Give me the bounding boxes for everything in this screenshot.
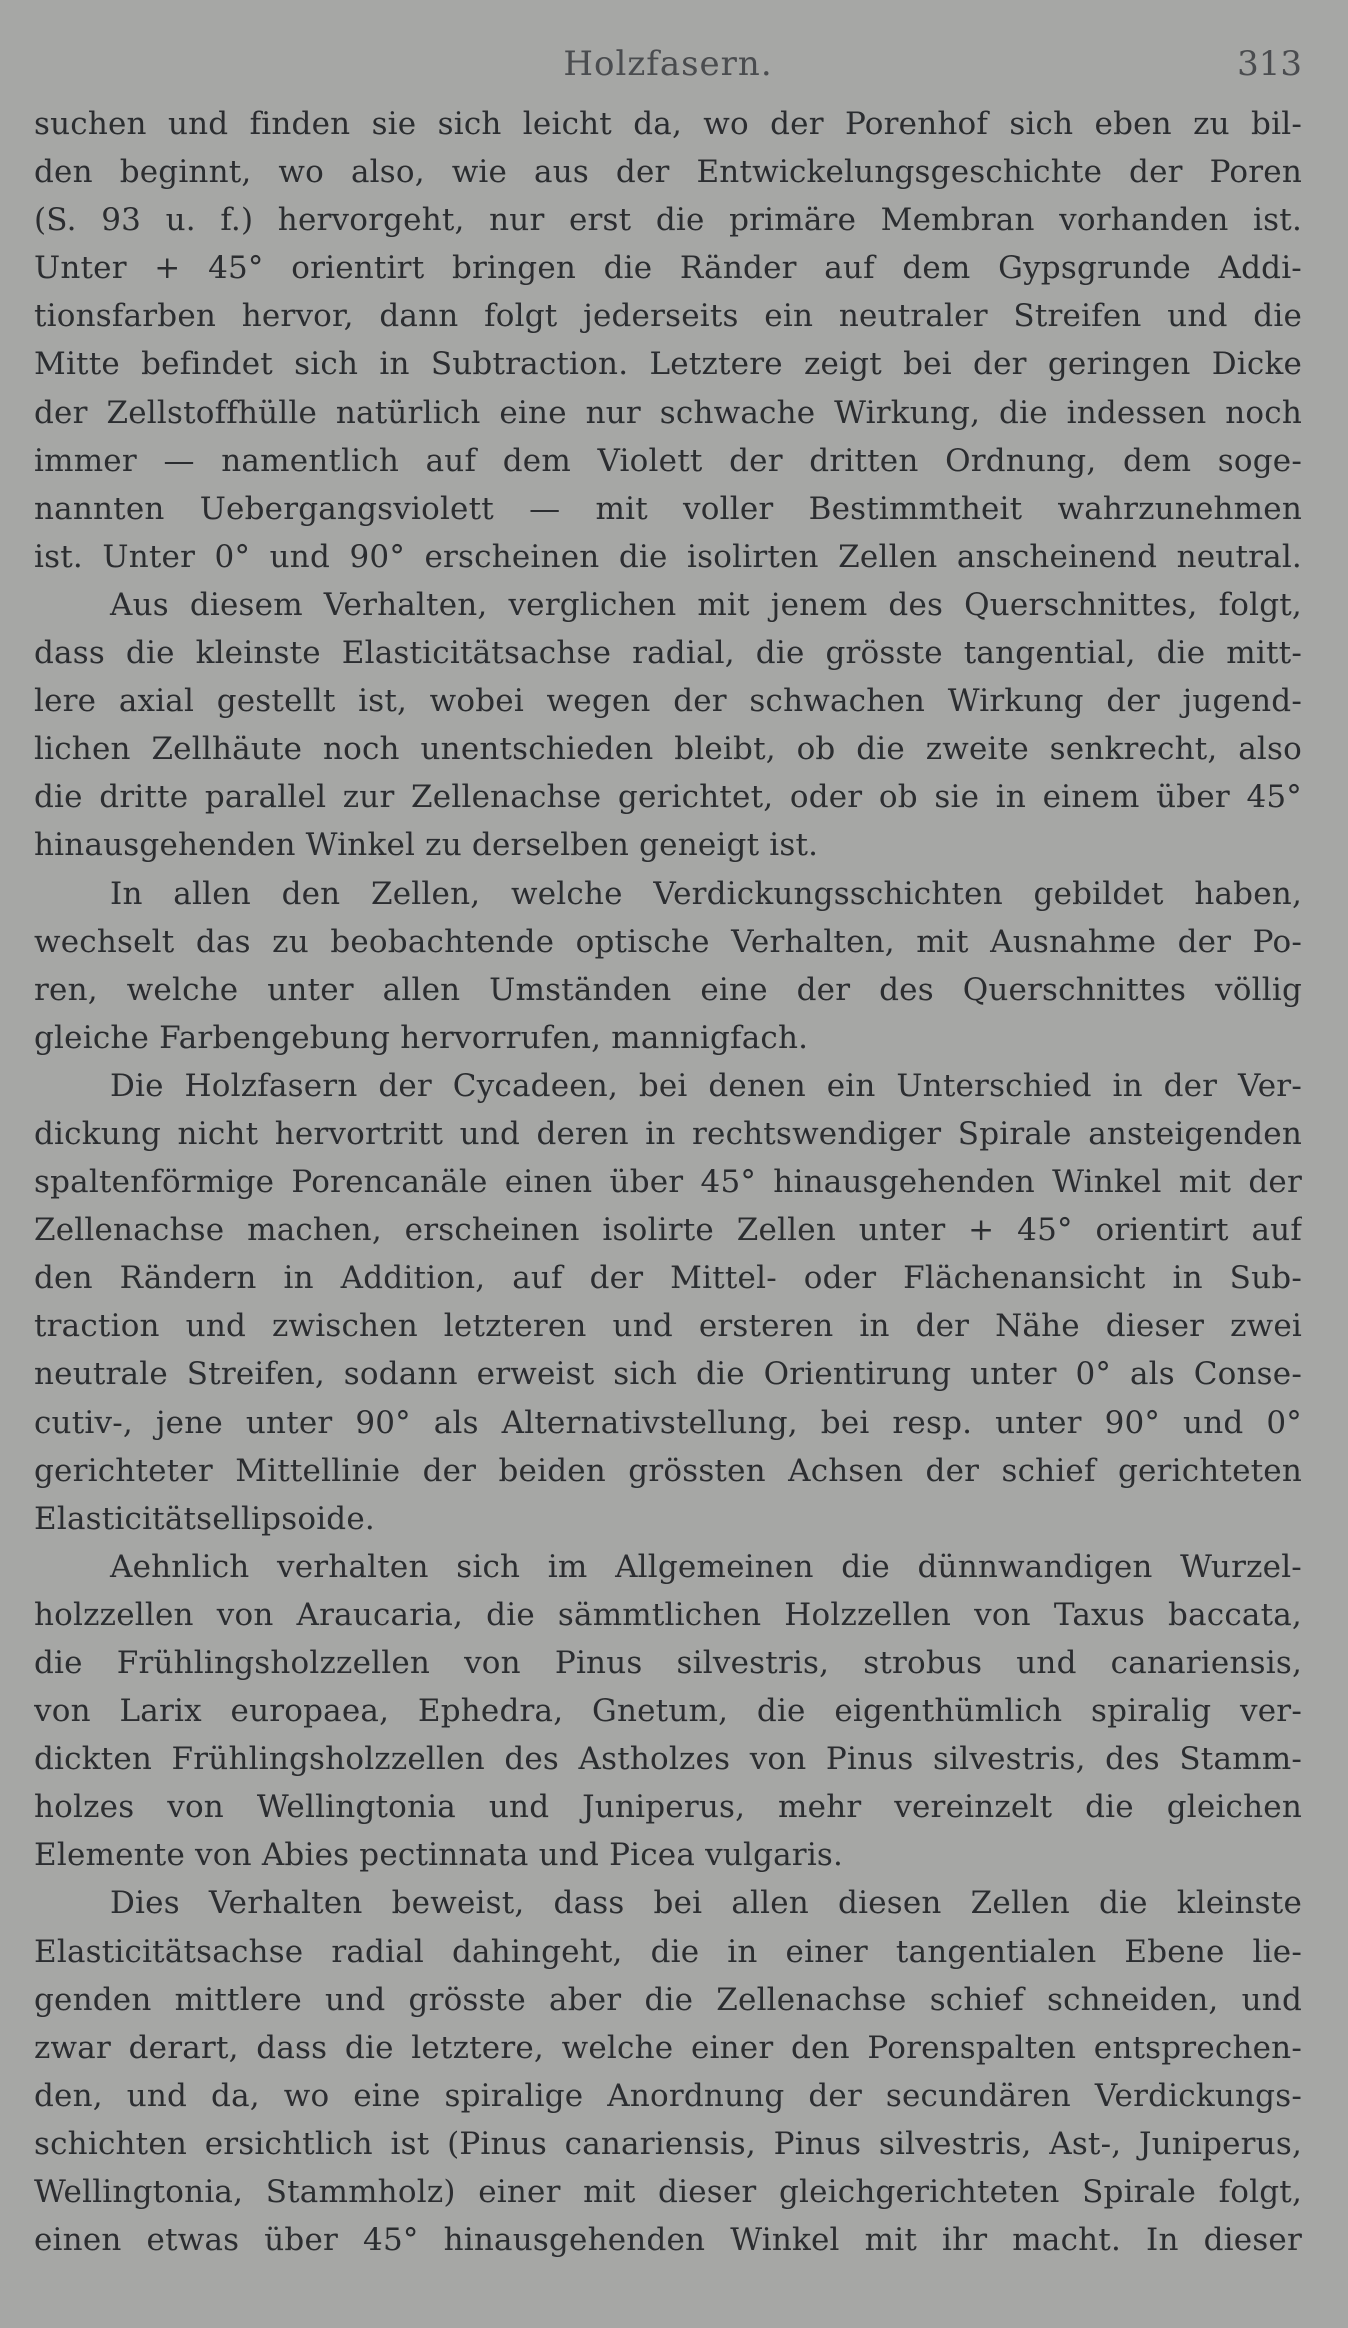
text-line: ren, welche unter allen Umständen eine der des Querschnittes völlig	[34, 971, 1302, 1008]
text-line: nannten Uebergangsviolett — mit voller Bestimmtheit wahrzunehmen	[34, 490, 1302, 527]
text-line: der Zellstoffhülle natürlich eine nur schwache Wirkung, die indessen noch	[34, 394, 1302, 431]
text-line: dass die kleinste Elasticitätsachse radial, die grösste tangential, die mitt-	[34, 635, 1302, 672]
text-line: Zellenachse machen, erscheinen isolirte Zellen unter + 45° orientirt auf	[34, 1212, 1302, 1249]
text-line: zwar derart, dass die letztere, welche einer den Porenspalten entsprechen-	[34, 2029, 1302, 2066]
text-line: Mitte befindet sich in Subtraction. Letztere zeigt bei der geringen Dicke	[34, 346, 1302, 383]
text-line: lichen Zellhäute noch unentschieden bleibt, ob die zweite senkrecht, also	[34, 731, 1302, 768]
text-line: Unter + 45° orientirt bringen die Ränder auf dem Gypsgrunde Addi-	[34, 250, 1302, 287]
text-line: neutrale Streifen, sodann erweist sich die Orientirung unter 0° als Conse-	[34, 1356, 1302, 1393]
text-line: den beginnt, wo also, wie aus der Entwickelungsgeschichte der Poren	[34, 154, 1302, 191]
text-line: Elasticitätsellipsoide.	[34, 1500, 375, 1537]
text-line: von Larix europaea, Ephedra, Gnetum, die eigenthümlich spiralig ver-	[34, 1693, 1302, 1730]
running-head: Holzfasern.	[563, 44, 773, 84]
text-line: Elemente von Abies pectinnata und Picea vulgaris.	[34, 1837, 844, 1874]
text-line: Dies Verhalten beweist, dass bei allen diesen Zellen die kleinste	[110, 1885, 1302, 1922]
text-line: den Rändern in Addition, auf der Mittel- oder Flächenansicht in Sub-	[34, 1260, 1302, 1297]
text-line: die Frühlingsholzzellen von Pinus silvestris, strobus und canariensis,	[34, 1645, 1302, 1681]
text-line: gleiche Farbengebung hervorrufen, mannigfach.	[34, 1019, 809, 1056]
text-line: einen etwas über 45° hinausgehenden Winkel mit ihr macht. In dieser	[34, 2222, 1302, 2259]
text-line: In allen den Zellen, welche Verdickungsschichten gebildet haben,	[110, 875, 1302, 912]
text-line: immer — namentlich auf dem Violett der dritten Ordnung, dem soge-	[34, 442, 1302, 479]
text-line: ist. Unter 0° und 90° erscheinen die isolirten Zellen anscheinend neutral.	[34, 538, 1302, 575]
text-line: dickten Frühlingsholzzellen des Astholzes von Pinus silvestris, des Stamm-	[34, 1741, 1302, 1778]
text-line: dickung nicht hervortritt und deren in rechtswendiger Spirale ansteigenden	[34, 1115, 1302, 1152]
text-line: Die Holzfasern der Cycadeen, bei denen ein Unterschied in der Ver-	[110, 1067, 1302, 1104]
text-line: gerichteter Mittellinie der beiden grössten Achsen der schief gerichteten	[34, 1452, 1302, 1489]
text-line: den, und da, wo eine spiralige Anordnung der secundären Verdickungs-	[34, 2077, 1302, 2114]
text-line: genden mittlere und grösste aber die Zellenachse schief schneiden, und	[34, 1981, 1302, 2018]
text-line: Aus diesem Verhalten, verglichen mit jenem des Querschnittes, folgt,	[110, 586, 1302, 623]
text-line: traction und zwischen letzteren und ersteren in der Nähe dieser zwei	[34, 1308, 1302, 1345]
text-line: tionsfarben hervor, dann folgt jederseits ein neutraler Streifen und die	[34, 298, 1302, 335]
page-header	[34, 38, 1302, 100]
body-text	[34, 100, 1302, 2264]
text-line: schichten ersichtlich ist (Pinus canariensis, Pinus silvestris, Ast-, Juniperus,	[34, 2125, 1302, 2162]
text-line: suchen und finden sie sich leicht da, wo der Porenhof sich eben zu bil-	[34, 106, 1302, 142]
text-line: (S. 93 u. f.) hervorgeht, nur erst die primäre Membran vorhanden ist.	[34, 202, 1302, 239]
text-line: holzes von Wellingtonia und Juniperus, mehr vereinzelt die gleichen	[34, 1789, 1302, 1826]
text-line: Wellingtonia, Stammholz) einer mit dieser gleichgerichteten Spirale folgt,	[34, 2174, 1302, 2211]
text-line: hinausgehenden Winkel zu derselben geneigt ist.	[34, 827, 819, 864]
text-line: wechselt das zu beobachtende optische Verhalten, mit Ausnahme der Po-	[34, 923, 1302, 960]
text-line: holzzellen von Araucaria, die sämmtlichen Holzzellen von Taxus baccata,	[34, 1596, 1302, 1633]
text-line: Aehnlich verhalten sich im Allgemeinen die dünnwandigen Wurzel-	[110, 1548, 1302, 1585]
text-line: cutiv-, jene unter 90° als Alternativstellung, bei resp. unter 90° und 0°	[34, 1404, 1302, 1441]
text-line: Elasticitätsachse radial dahingeht, die in einer tangentialen Ebene lie-	[34, 1933, 1302, 1970]
text-line: spaltenförmige Porencanäle einen über 45° hinausgehenden Winkel mit der	[34, 1164, 1302, 1201]
text-line: lere axial gestellt ist, wobei wegen der schwachen Wirkung der jugend-	[34, 683, 1302, 720]
page-number: 313	[1237, 44, 1302, 84]
text-line: die dritte parallel zur Zellenachse gerichtet, oder ob sie in einem über 45°	[34, 779, 1302, 816]
